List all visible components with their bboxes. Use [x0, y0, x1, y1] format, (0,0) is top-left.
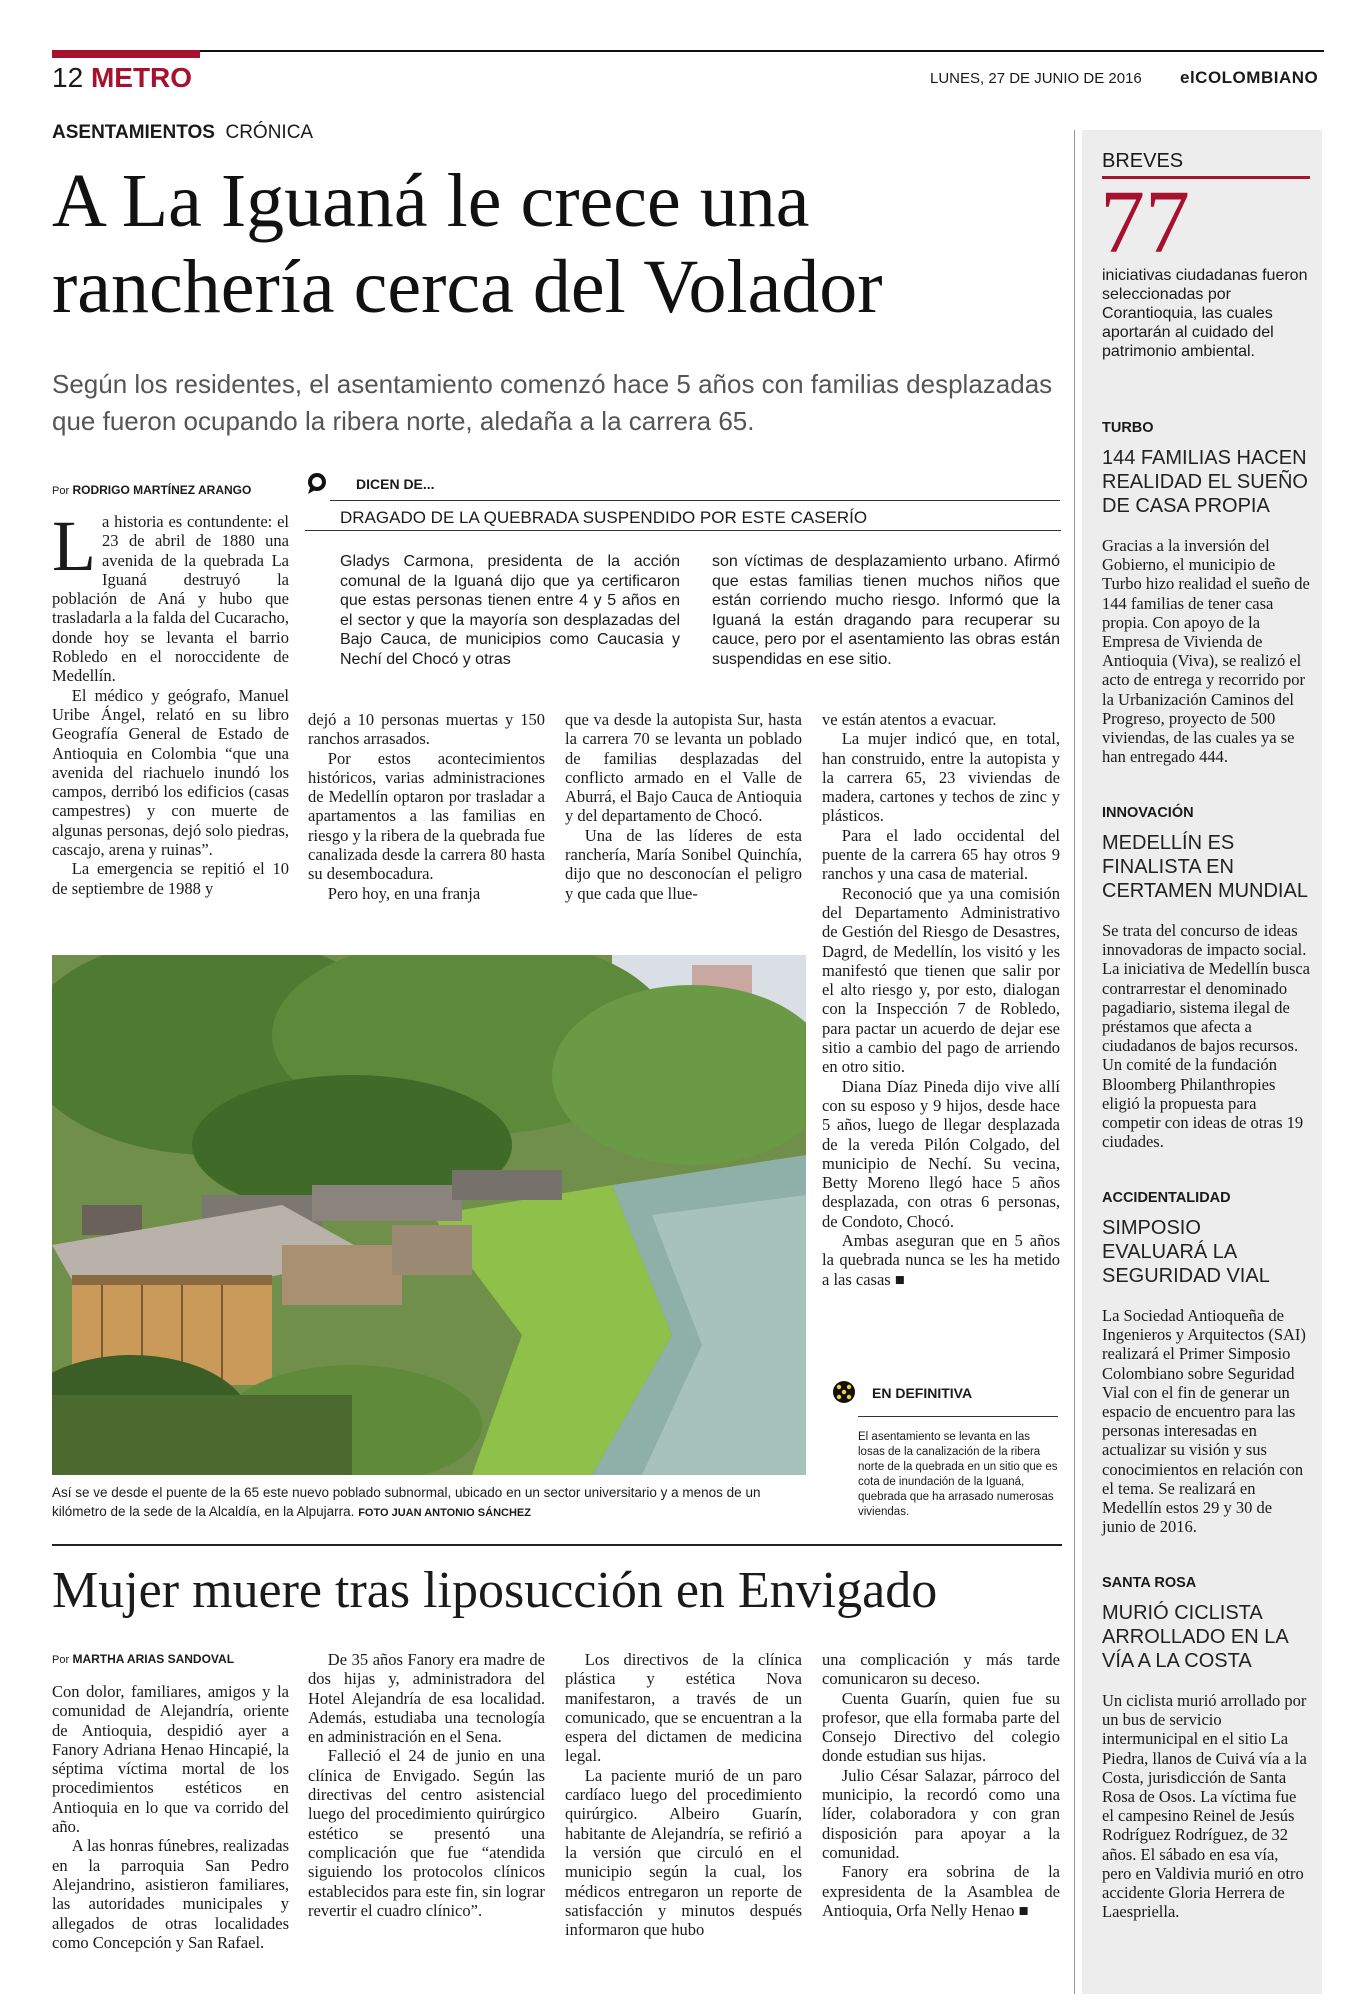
breve-kicker: INNOVACIÓN [1102, 805, 1194, 821]
breve-body: Se trata del concurso de ideas innovadoras de impacto social. La iniciativa de Medellín busca contrarrestar el denominado pagadiario, sistema ilegal de préstamos que afecta a ciudadanos de bajos recursos. Un comité de la fundación Bloomberg Philanthropies eligió la propuesta para competir con ideas de otras 19 ciudades. [1102, 921, 1311, 1152]
dicen-column-1: Gladys Carmona, presidenta de la acción comunal de la Iguaná dijo que ya certificaron que estas personas tienen entre 4 y 5 años en el sector y que la mayoría son desplazadas del Bajo Cauca, de municipios como Caucasia y Nechí del Chocó y otras [340, 553, 680, 668]
section-name: METRO [90, 62, 193, 93]
breve-item-innovacion [1102, 805, 1310, 1151]
dicen-de-label: DICEN DE... [356, 476, 435, 492]
breve-kicker: SANTA ROSA [1102, 1575, 1197, 1591]
breve-item-santa-rosa [1102, 1575, 1310, 1921]
photo-caption: Así se ve desde el puente de la 65 este nuevo poblado subnormal, ubicado en un sector universitario y a menos de un kilómetro de la sede de la Alcaldía, en la Alpujarra. FOTO JUAN ANTONIO SÁNCHEZ [52, 1485, 761, 1519]
breves-intro: iniciativas ciudadanas fueron seleccionadas por Corantioquia, las cuales aportarán al cuidado del patrimonio ambiental. [1102, 267, 1308, 360]
breve-headline: MURIÓ CICLISTA ARROLLADO EN LA VÍA A LA COSTA [1102, 1602, 1288, 1672]
dicen-rule-bottom [305, 530, 1061, 531]
asterisk-icon [832, 1380, 856, 1404]
settlement-photo [52, 955, 806, 1475]
breve-body: La Sociedad Antioqueña de Ingenieros y Arquitectos (SAI) realizará el Primer Simposio Colombiano sobre Seguridad Vial con el fin de generar un espacio de encuentro para las personas interesadas en actualizar su visión y sus conocimientos en relación con el tema. Se realizará en Medellín estos 29 y 30 de junio de 2016. [1102, 1306, 1306, 1537]
dateline: LUNES, 27 DE JUNIO DE 2016 [930, 70, 1142, 87]
breve-kicker: ACCIDENTALIDAD [1102, 1190, 1231, 1206]
section-color-bar [52, 50, 200, 58]
header-rule [52, 50, 1324, 52]
story-column-2: dejó a 10 personas muertas y 150 ranchos arrasados. Por estos acontecimientos históricos, varias administraciones de Medellín optaron por trasladar a apartamentos a las familias en riesgo y la ribera de la quebrada fue canalizada desde la carrera 80 hasta su desembocadura. Pero hoy, en una franja [308, 710, 545, 903]
page-number: 12 METRO [52, 62, 193, 93]
en-definitiva-text: El asentamiento se levanta en las losas de la canalización de la ribera norte de la quebrada en un sitio que es cota de inundación de la Iguaná, quebrada que ha arrasado numerosas viviendas. [858, 1431, 1058, 1518]
dicen-column-2: son víctimas de desplazamiento urbano. Afirmó que estas familias tienen muchos niños que están corriendo mucho riesgo. Informó que la Iguaná la están dragando para recuperar su cauce, pero por el asentamiento las obras están suspendidas en ese sitio. [712, 553, 1060, 668]
masthead: elCOLOMBIANO [1180, 68, 1319, 87]
dropcap: L [52, 506, 96, 586]
second-column-3: Los directivos de la clínica plástica y estética Nova manifestaron, a través de un comunicado, que se encuentran a la espera del dictamen de medicina legal. La paciente murió de un paro cardíaco luego del procedimiento quirúrgico. Albeiro Guarín, habitante de Alejandría, se refirió a la versión que circuló en el municipio según la cual, los médicos entregaron un reporte de satisfacción y minutos después informaron que hubo [565, 1650, 802, 1940]
breve-body: Un ciclista murió arrollado por un bus de servicio intermunicipal en el sitio La Piedra, llanos de Cuivá vía a la Costa, jurisdicción de Santa Rosa de Osos. La víctima fue el campesino Reinel de Jesús Rodríguez Rodríguez, de 32 años. El sábado en esa vía, pero en Valdivia murió en otro accidente Gloria Herrera de Laespriella. [1102, 1691, 1307, 1922]
second-byline: Por MARTHA ARIAS SANDOVAL [52, 1652, 235, 1666]
second-headline: Mujer muere tras liposucción en Envigado [52, 1562, 938, 1619]
story-divider [52, 1544, 1062, 1546]
en-definitiva-label: EN DEFINITIVA [872, 1385, 973, 1401]
story-deck: Según los residentes, el asentamiento comenzó hace 5 años con familias desplazadas que fueron ocupando la ribera norte, aledaña a la carrera 65. [52, 369, 1053, 436]
headline-line-1: A La Iguaná le crece una [52, 159, 810, 243]
en-definitiva-rule [858, 1416, 1058, 1417]
second-column-2: De 35 años Fanory era madre de dos hijas y, administradora del Hotel Alejandría de esa localidad. Además, estudiaba una tecnología en administración en el Sena. Falleció el 24 de junio en una clínica de Envigado. Según las directivas del centro asistencial luego del procedimiento quirúrgico estético se presentó una complicación que fue “atendida siguiendo los protocolos clínicos establecidos para este fin, sin lograr revertir el cuadro clínico”. [308, 1650, 545, 1920]
story-kicker: ASENTAMIENTOS CRÓNICA [52, 122, 314, 143]
breve-kicker: TURBO [1102, 420, 1154, 436]
story-column-3: que va desde la autopista Sur, hasta la carrera 70 se levanta un poblado de familias desplazadas del conflicto armado en el Valle de Aburrá, el Bajo Cauca de Antioquia y del departamento de Chocó. Una de las líderes de esta ranchería, María Sonibel Quinchía, dijo que no desconocían el peligro y que cada que llue- [565, 710, 802, 903]
headline-line-2: ranchería cerca del Volador [52, 245, 883, 329]
breve-item-turbo [1102, 420, 1310, 766]
breve-headline: MEDELLÍN ES FINALISTA EN CERTAMEN MUNDIAL [1102, 832, 1308, 902]
breves-big-number: 77 [1100, 173, 1190, 272]
second-column-1: Con dolor, familiares, amigos y la comunidad de Alejandría, oriente de Antioquia, despidió ayer a Fanory Adriana Henao Hincapié, la séptima víctima mortal de los procedimientos estéticos en Antioquia en lo que va corrido del año. A las honras fúnebres, realizadas en la parroquia San Pedro Alejandrino, asistieron familiares, las autoridades municipales y allegados de otras localidades como Concepción y San Rafael. [52, 1682, 289, 1952]
breves-title: BREVES [1102, 150, 1184, 172]
dicen-rule-top [330, 500, 1060, 501]
photo-credit: FOTO JUAN ANTONIO SÁNCHEZ [358, 1507, 531, 1519]
breve-headline: 144 FAMILIAS HACEN REALIDAD EL SUEÑO DE CASA PROPIA [1102, 447, 1308, 517]
sidebar-rule [1074, 130, 1075, 1994]
breve-item-accidentalidad [1102, 1190, 1310, 1536]
story-column-1: La historia es contundente: el 23 de abril de 1880 una avenida de la quebrada La Iguaná destruyó la población de Aná y hubo que trasladarla a la falda del Cucaracho, donde hoy se levanta el barrio Robledo en el noroccidente de Medellín. El médico y geógrafo, Manuel Uribe Ángel, relató en su libro Geografía General de Estado de Antioquia en Colombia “que una avenida del riachuelo inundó los campos, derribó los edificios (casas campestres) y con muerte de algunas personas, dejó solo piedras, cascajo, arena y ruinas”. La emergencia se repitió el 10 de septiembre de 1988 y [52, 506, 289, 898]
dicen-de-title: DRAGADO DE LA QUEBRADA SUSPENDIDO POR ESTE CASERÍO [340, 508, 868, 527]
breve-body: Gracias a la inversión del Gobierno, el municipio de Turbo hizo realidad el sueño de 144 familias de tener casa propia. Con apoyo de la Empresa de Vivienda de Antioquia (Viva), se realizó el acto de entrega y recorrido por la Urbanización Caminos del Progreso, proyecto de 500 viviendas, de las cuales ya se han entregado 444. [1102, 536, 1310, 767]
byline: Por RODRIGO MARTÍNEZ ARANGO [52, 483, 252, 497]
main-headline [52, 158, 1072, 330]
story-column-4: ve están atentos a evacuar. La mujer indicó que, en total, han construido, entre la autopista y la carrera 65, 23 viviendas de madera, cartones y techos de zinc y plásticos. Para el lado occidental del puente de la carrera 65 hay otros 9 ranchos y una casa de material. Reconoció que ya una comisión del Departamento Administrativo de Gestión del Riesgo de Desastres, Dagrd, de Medellín, los visitó y les manifestó que tienen que salir por el alto riesgo y, por esto, dialogan con la Inspección 7 de Robledo, para pactar un acuerdo de dejar ese sitio a cambio del pago de arriendo en otro sitio. Diana Díaz Pineda dijo vive allí con su esposo y 9 hijos, desde hace 5 años, luego de llegar desplazada de la vereda Pilón Colgado, del municipio de Nechí. Su vecina, Betty Moreno llegó hace 5 años desplazada, con otras 6 personas, de Condoto, Chocó. Ambas aseguran que en 5 años la quebrada nunca se les ha metido a las casas ■ [822, 710, 1060, 1289]
second-column-4: una complicación y más tarde comunicaron su deceso. Cuenta Guarín, quien fue su profesor, que ella formaba parte del Consejo Directivo del colegio donde estudian sus hijas. Julio César Salazar, párroco del municipio, la recordó como una líder, colaboradora y con gran disposición para apoyar a la comunidad. Fanory era sobrina de la expresidenta de la Asamblea de Antioquia, Orfa Nelly Henao ■ [822, 1650, 1060, 1920]
speech-bubble-icon [306, 472, 328, 494]
breve-headline: SIMPOSIO EVALUARÁ LA SEGURIDAD VIAL [1102, 1217, 1270, 1287]
